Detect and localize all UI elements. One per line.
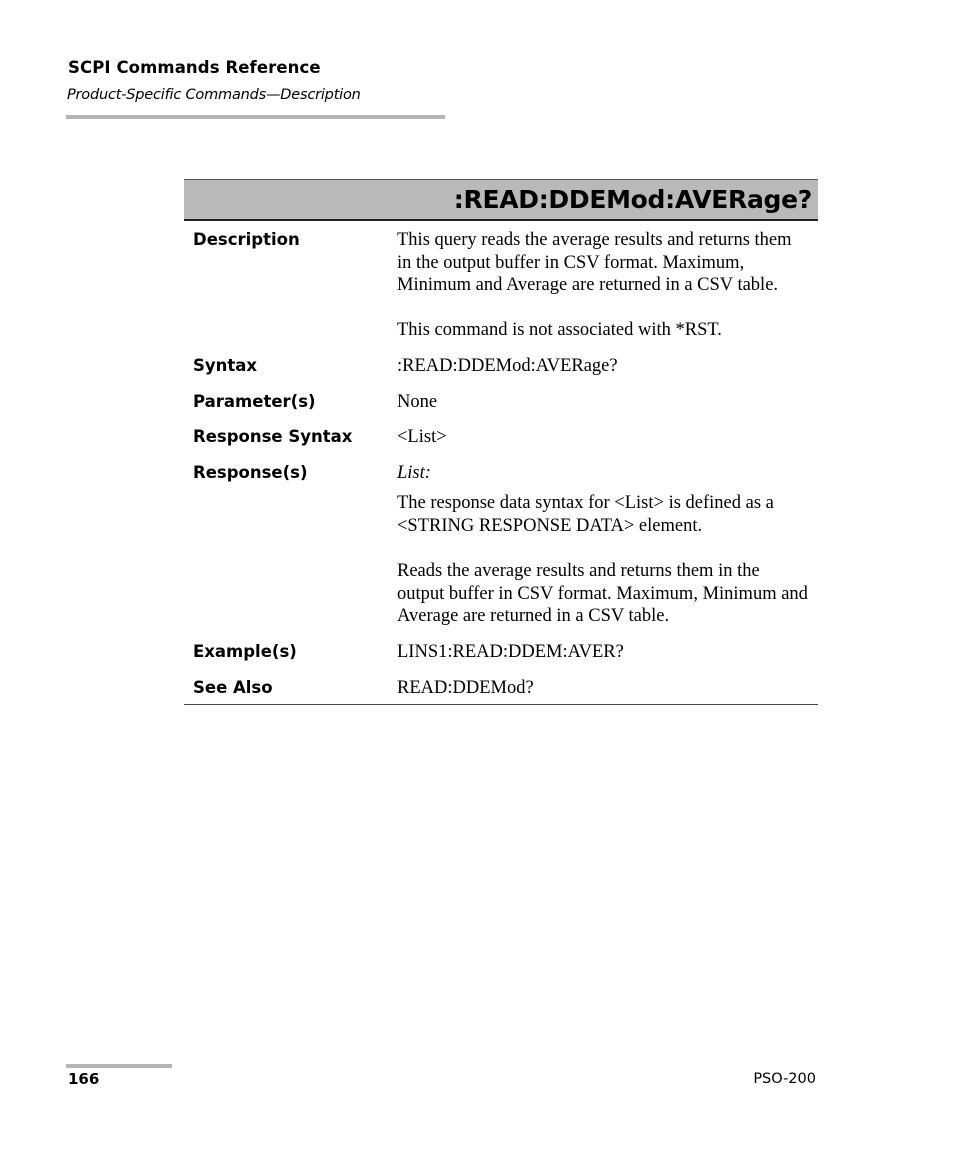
parameters-value: None — [397, 391, 438, 412]
examples-label: Example(s) — [193, 641, 297, 661]
response-name: List: — [397, 462, 431, 483]
description-label: Description — [193, 230, 300, 249]
parameters-label: Parameter(s) — [193, 391, 316, 411]
parameters-row — [184, 391, 818, 414]
examples-row — [184, 641, 818, 664]
description-paragraph: This command is not associated with *RST. — [397, 320, 722, 341]
description-value — [397, 229, 818, 342]
header-divider — [66, 115, 445, 119]
see-also-value: READ:DDEMod? — [397, 677, 534, 698]
see-also-label: See Also — [193, 677, 273, 697]
product-name: PSO-200 — [753, 1071, 816, 1087]
responses-row — [184, 462, 818, 628]
command-details — [184, 229, 818, 705]
response-syntax-label: Response Syntax — [193, 427, 353, 447]
examples-value: LINS1:READ:DDEM:AVER? — [397, 641, 624, 662]
see-also-row — [184, 677, 818, 700]
page-number: 166 — [68, 1070, 100, 1088]
response-syntax-row — [184, 426, 818, 449]
section-title: SCPI Commands Reference — [68, 58, 321, 77]
footer-divider — [66, 1064, 172, 1068]
responses-value — [397, 462, 818, 628]
syntax-row — [184, 355, 818, 378]
section-subtitle: Product-Specific Commands—Description — [67, 87, 361, 103]
response-syntax-value: <List> — [397, 427, 447, 448]
description-row — [184, 229, 818, 342]
command-title: :READ:DDEMod:AVERage? — [184, 179, 818, 221]
responses-label: Response(s) — [193, 462, 308, 482]
response-paragraph: Reads the average results and returns them in the output buffer in CSV format. Maximum, Minimum and Average are returned in a CSV table. — [397, 561, 808, 627]
description-paragraph: This query reads the average results and returns them in the output buffer in CSV format. Maximum, Minimum and Average are returned in a CSV table. — [397, 230, 792, 296]
command-reference-table — [184, 179, 818, 705]
syntax-label: Syntax — [193, 355, 258, 375]
response-paragraph: The response data syntax for <List> is defined as a <STRING RESPONSE DATA> element. — [397, 493, 774, 536]
syntax-value: :READ:DDEMod:AVERage? — [397, 355, 618, 376]
